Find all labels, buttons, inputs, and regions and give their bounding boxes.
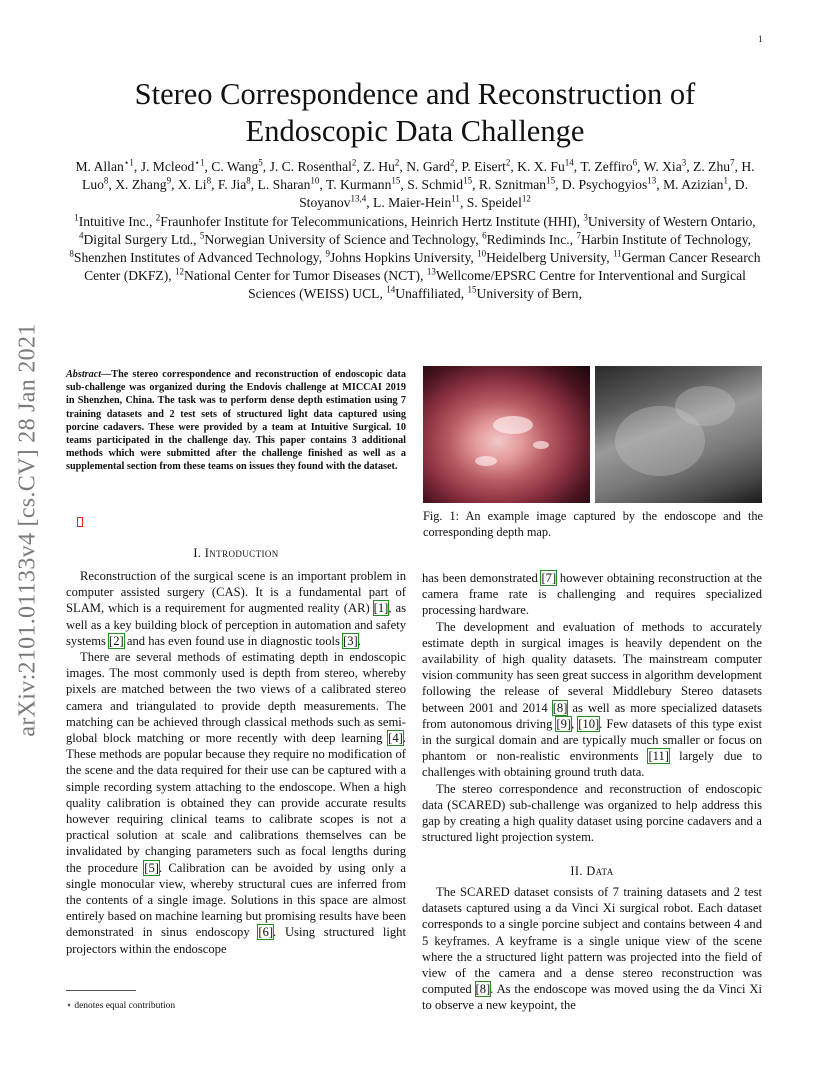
author-affiliation-mark: 11 — [451, 193, 460, 204]
author-name: F. Jia — [217, 177, 247, 192]
affiliation-number: 11 — [613, 248, 622, 259]
paper-title — [70, 76, 760, 150]
body-text: largely due to challenges with obtaining ground truth data. — [422, 749, 762, 780]
affiliation-name: Fraunhofer Institute for Telecommunications, Heinrich Hertz Institute (HHI) — [160, 214, 577, 229]
citation-link[interactable]: [2] — [109, 633, 124, 648]
affiliation-name: Wellcome/EPSRC Centre for Interventional and Surgical Sciences (WEISS) UCL — [248, 268, 746, 301]
author-name: D. Stoyanov — [299, 177, 748, 210]
affiliation-name: Harbin Institute of Technology — [580, 232, 748, 247]
author-affiliation-mark: 2 — [450, 157, 455, 168]
citation-link[interactable]: [7] — [541, 571, 557, 585]
depth-map-image — [595, 366, 762, 503]
author-affiliation-mark: 13,4 — [350, 193, 367, 204]
affiliation-name: Johns Hopkins University — [330, 250, 471, 265]
author-affiliation-mark: 1 — [723, 175, 728, 186]
author-affiliation-mark: 15 — [546, 175, 556, 186]
title-line-1: Stereo Correspondence and Reconstruction of — [134, 77, 696, 111]
affiliation-name: German Cancer Research Center (DKFZ) — [84, 250, 761, 283]
body-text: There are several methods of estimating depth in endoscopic images. The most commonly used is depth from stereo, whereby pixels are matched between the two views of a calibrated stereo camera and triangulated to provide depth measurements. The matching can be achieved through classical methods such as semi-global block matching or more recently with deep learning — [66, 650, 406, 746]
author-affiliation-mark: ⋆1 — [123, 157, 134, 168]
author-affiliation-mark: 2 — [505, 157, 511, 168]
affiliation-number: 6 — [482, 230, 487, 241]
affiliation-name: University of Western Ontario — [587, 214, 753, 229]
body-text: The SCARED dataset consists of 7 training datasets and 2 test datasets captured using a da Vinci Xi surgical robot. Each dataset corresponds to a single porcine subject and contains between 4 and 5 keyframes. A keyframe is a single unique view of the scene where the a structured light pattern was projected into the field of view of the camera and a dense stereo reconstruction was computed — [422, 885, 762, 997]
author-name: C. Wang — [211, 159, 259, 174]
affiliation-name: Digital Surgery Ltd. — [83, 232, 194, 247]
affiliation-number: 13 — [426, 266, 436, 277]
affiliation-number: 1 — [74, 212, 79, 223]
body-text: and has even found use in diagnostic tools — [123, 633, 344, 648]
author-name: P. Eisert — [461, 159, 506, 174]
section-title: Introduction — [204, 546, 279, 560]
body-text: . Calibration can be avoided by using only a single monocular view, whereby structural cues are inferred from the contents of a single image. Solutions in this space are almost entirely based on machine learning but promising results have been demonstrated in sinus endoscopy — [66, 860, 406, 940]
author-name: L. Sharan — [257, 177, 311, 192]
author-name: S. Speidel — [466, 195, 522, 210]
author-name: R. Sznitman — [478, 177, 547, 192]
author-affiliation-mark: 15 — [391, 175, 401, 186]
column-2-data-body — [422, 884, 762, 1014]
arxiv-id: arXiv:2101.01133v4 [cs.CV] 28 Jan 2021 — [14, 323, 41, 737]
author-affiliation-mark: 9 — [166, 175, 172, 186]
affiliation-number: 2 — [155, 212, 161, 223]
citation-link[interactable]: [1] — [373, 601, 389, 616]
author-list: M. Allan$^{⋆1}$, J. Mcleod$^{⋆1}$, C. Wang$^5$, J. C. Rosenthal$^2$, Z. Hu$^2$, N. Gard$^2$, P. Eisert$^2$, K. X. Fu$^{14}$, T. Zeffiro$^6$, W. Xia$^3$, Z. Zhu$^7$, H. Luo$^8$, X. Zhang$^9$, X. Li$^8$, F. Jia$^8$, L. Sharan$^{10}$, T. Kurmann$^{15}$, S. Schmid$^{15}$, R. Sznitman$^{15}$, D. Psychogyios$^{13}$, M. Azizian$^1$, D. Stoyanov$^{13,4}$, L. Maier-Hein$^{11}$, S. Speidel$^{12}$ — [75, 157, 755, 210]
author-affiliation-mark: 6 — [632, 157, 638, 168]
affiliation-number: 8 — [69, 248, 74, 259]
affiliation-number: 10 — [477, 248, 487, 259]
author-name: T. Kurmann — [325, 177, 392, 192]
citation-link[interactable]: [9] — [556, 716, 572, 731]
author-affiliation-mark: 8 — [103, 175, 109, 186]
author-name: T. Zeffiro — [580, 159, 633, 174]
body-text: , — [571, 716, 579, 731]
abstract-text: —The stereo correspondence and reconstruction of endoscopic data sub-challenge was organized during the Endovis challenge at MICCAI 2019 in Shenzhen, China. The task was to perform dense depth estimation using 7 training datasets and 2 test sets of structured light data captured using porcine cadavers. These were provided by a team at Intuitive Surgical. 10 teams participated in the challenge day. This paper contains 3 additional methods which were submitted after the challenge finished as well as a supplemental section from these teams on issues they found with the dataset. — [66, 369, 406, 473]
author-name: W. Xia — [643, 159, 682, 174]
author-name: M. Allan — [75, 159, 124, 174]
abstract — [66, 368, 406, 474]
section-title: Data — [586, 864, 614, 878]
affiliation-name: Intuitive Inc. — [78, 214, 149, 229]
author-affiliation-mark: 8 — [206, 175, 212, 186]
body-text: . — [357, 633, 361, 648]
paragraph — [66, 649, 406, 957]
citation-link[interactable]: [6] — [258, 925, 274, 940]
author-affiliation-mark: 15 — [463, 175, 473, 186]
body-text: as well as more specialized datasets from autonomous driving — [422, 700, 762, 731]
author-name: J. C. Rosenthal — [269, 159, 352, 174]
citation-link[interactable]: [10] — [578, 716, 600, 731]
author-affiliation-mark: 3 — [681, 157, 687, 168]
affiliation-number: 14 — [386, 284, 396, 295]
arxiv-stamp — [8, 300, 48, 760]
affiliation-number: 12 — [175, 266, 185, 277]
body-text: . Using structured light projectors within the endoscope — [66, 925, 406, 956]
citation-link[interactable]: [4] — [388, 731, 403, 746]
affiliation-number: 9 — [325, 248, 331, 259]
author-name: H. Luo — [82, 159, 755, 192]
abstract-label: Abstract — [66, 369, 102, 380]
paragraph — [422, 884, 762, 1014]
affiliation-list: $^1$Intuitive Inc., $^2$Fraunhofer Institute for Telecommunications, Heinrich Hertz Institute (HHI), $^3$University of Western Ontario, $^4$Digital Surgery Ltd., $^5$Norwegian University of Science and Technology, $^6$Rediminds Inc., $^7$Harbin Institute of Technology, $^8$Shenzhen Institutes of Advanced Technology, $^9$Johns Hopkins University, $^{10}$Heidelberg University, $^{11}$German Cancer Research Center (DKFZ), $^{12}$National Center for Tumor Diseases (NCT), $^{13}$Wellcome/EPSRC Centre for Interventional and Surgical Sciences (WEISS) UCL, $^{14}$Unaffiliated, $^{15}$University of Bern, — [69, 212, 761, 301]
citation-link[interactable]: [8] — [552, 700, 568, 715]
author-affiliation-mark: 5 — [258, 157, 263, 168]
column-2-body — [422, 570, 762, 845]
affiliation-number: 3 — [583, 212, 588, 223]
author-affiliation-mark: 14 — [564, 157, 574, 168]
author-affiliation-mark: 10 — [310, 175, 320, 186]
author-name: X. Li — [177, 177, 207, 192]
endoscope-image — [423, 366, 590, 503]
body-text: has been demonstrated — [422, 571, 542, 585]
title-line-2: Endoscopic Data Challenge — [245, 114, 585, 148]
annotation-mark — [77, 517, 83, 527]
affiliation-name: Shenzhen Institutes of Advanced Technology — [73, 250, 319, 265]
author-name: Z. Zhu — [693, 159, 731, 174]
author-name: S. Schmid — [407, 177, 464, 192]
author-affiliation-mark: 13 — [647, 175, 657, 186]
paragraph — [66, 568, 406, 649]
affiliation-name: University of Bern, — [476, 286, 582, 301]
author-affiliation-mark: ⋆1 — [194, 157, 205, 168]
affiliation-name: Norwegian University of Science and Technology — [204, 232, 476, 247]
author-name: D. Psychogyios — [561, 177, 648, 192]
body-text: , as well as a key building block of perception in automation and safety systems — [66, 601, 406, 648]
author-name: X. Zhang — [115, 177, 167, 192]
author-name: N. Gard — [406, 159, 451, 174]
author-name: K. X. Fu — [517, 159, 565, 174]
body-text: . As the endoscope was moved using the da Vinci Xi to observe a new keypoint, the — [422, 982, 762, 1013]
citation-link[interactable]: [5] — [144, 860, 159, 875]
affiliation-number: 4 — [78, 230, 84, 241]
author-name: J. Mcleod — [140, 159, 195, 174]
author-name: L. Maier-Hein — [373, 195, 452, 210]
body-text: The stereo correspondence and reconstruction of endoscopic data (SCARED) sub-challenge was organized to help address this gap by creating a high quality dataset using porcine cadavers and a structured light projection system. — [422, 781, 762, 845]
affiliation-number: 7 — [576, 230, 581, 241]
body-text: The development and evaluation of methods to accurately estimate depth in surgical images is heavily dependent on the availability of high quality datasets. The mainstream computer vision community has seen great success in algorithm development following the release of several Middlebury Stereo datasets between 2001 and 2014 — [422, 619, 762, 715]
footnote: ⋆ denotes equal contribution — [66, 1001, 176, 1011]
paragraph — [422, 570, 762, 619]
author-affiliation-mark: 2 — [394, 157, 400, 168]
affiliation-number: 15 — [467, 284, 477, 295]
body-text: . Few datasets of this type exist in the surgical domain and are typically much smaller or focus on phantom or non-realistic environments — [422, 716, 763, 764]
figure-caption: Fig. 1: An example image captured by the endoscope and the corresponding depth map. — [423, 509, 763, 539]
section-number: II. — [570, 864, 583, 878]
paragraph — [422, 781, 762, 846]
body-text: Reconstruction of the surgical scene is an important problem in computer assisted surgery (CAS). It is a fundamental part of SLAM, which is a requirement for augmented reality (AR) — [66, 569, 406, 616]
body-text: . These methods are popular because they require no modification of the scene and the data required for their use can be captured with a simple recording system attaching to the endoscope. When a high quality calibration is obtained they can provide accurate results however requiring clinical teams to calibrate scopes is not a practical solution at scale and calibrations themselves can be invalidated by changing parameters such as focal lengths during the procedure — [66, 731, 406, 875]
body-text: however obtaining reconstruction at the camera frame rate is challenging and requires specialized processing hardware. — [422, 571, 762, 618]
citation-link[interactable]: [11] — [648, 749, 669, 764]
author-name: Z. Hu — [363, 159, 395, 174]
affiliation-name: Heidelberg University — [486, 250, 607, 265]
author-affiliation-mark: 8 — [246, 175, 251, 186]
author-affiliation-mark: 12 — [521, 193, 531, 204]
section-number: I. — [193, 546, 202, 560]
section-heading-data — [422, 864, 762, 879]
author-name: M. Azizian — [663, 177, 724, 192]
citation-link[interactable]: [3] — [343, 633, 358, 648]
affiliation-name: National Center for Tumor Diseases (NCT) — [184, 268, 421, 283]
footnote-rule — [66, 990, 136, 991]
affiliation-number: 5 — [199, 230, 205, 241]
citation-link[interactable]: [8] — [475, 982, 491, 997]
paragraph — [422, 619, 762, 781]
author-affiliation-mark: 2 — [351, 157, 357, 168]
author-affiliation-mark: 7 — [730, 157, 735, 168]
affiliation-name: Unaffiliated — [395, 286, 461, 301]
page-number: 1 — [758, 34, 763, 44]
section-heading-introduction — [66, 546, 406, 561]
column-1-body — [66, 568, 406, 957]
affiliation-name: Rediminds Inc. — [486, 232, 570, 247]
